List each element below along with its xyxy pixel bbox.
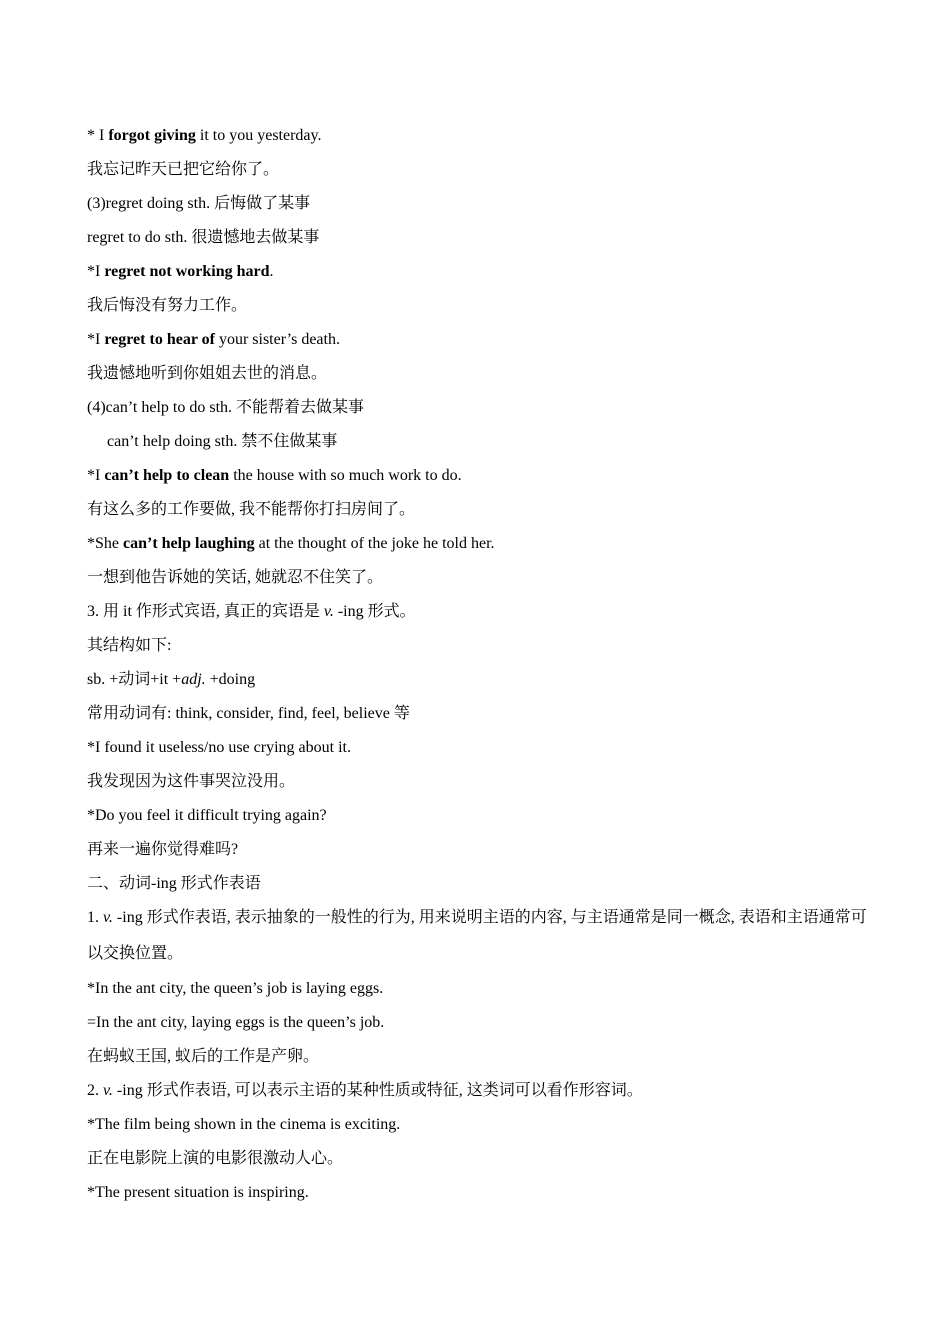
example-sentence: *The film being shown in the cinema is exciting. — [87, 1116, 401, 1133]
rule-line: 常用动词有: think, consider, find, feel, believe 等 — [87, 705, 410, 722]
rule-line: (4)can’t help to do sth. 不能帮着去做某事 — [87, 399, 365, 416]
example-sentence: =In the ant city, laying eggs is the queen’s job. — [87, 1014, 385, 1031]
document-body — [87, 124, 877, 1215]
example-sentence: *I can’t help to clean the house with so much work to do. — [87, 467, 462, 484]
translation-line: 一想到他告诉她的笑话, 她就忍不住笑了。 — [87, 569, 384, 586]
example-sentence: *I regret not working hard. — [87, 263, 274, 280]
rule-line: 其结构如下: — [87, 637, 172, 654]
rule-line: regret to do sth. 很遗憾地去做某事 — [87, 229, 320, 246]
section-point: 1. v. -ing 形式作表语, 表示抽象的一般性的行为, 用来说明主语的内容, 与主语通常是同一概念, 表语和主语通常可以交换位置。 — [87, 909, 867, 962]
translation-line: 我后悔没有努力工作。 — [87, 297, 248, 314]
rule-line: (3)regret doing sth. 后悔做了某事 — [87, 195, 311, 212]
example-sentence: *Do you feel it difficult trying again? — [87, 807, 327, 824]
section-point: 2. v. -ing 形式作表语, 可以表示主语的某种性质或特征, 这类词可以看作形容词。 — [87, 1082, 643, 1099]
example-sentence: *She can’t help laughing at the thought of the joke he told her. — [87, 535, 495, 552]
translation-line: 我忘记昨天已把它给你了。 — [87, 161, 280, 178]
example-sentence: *The present situation is inspiring. — [87, 1184, 309, 1201]
example-sentence: *I found it useless/no use crying about it. — [87, 739, 351, 756]
translation-line: 我遗憾地听到你姐姐去世的消息。 — [87, 365, 328, 382]
section-point: 3. 用 it 作形式宾语, 真正的宾语是 v. -ing 形式。 — [87, 603, 416, 620]
translation-line: 再来一遍你觉得难吗? — [87, 841, 239, 858]
translation-line: 我发现因为这件事哭泣没用。 — [87, 773, 296, 790]
rule-line: can’t help doing sth. 禁不住做某事 — [107, 433, 338, 450]
example-sentence: * I forgot giving it to you yesterday. — [87, 127, 322, 144]
translation-line: 有这么多的工作要做, 我不能帮你打扫房间了。 — [87, 501, 416, 518]
structure-formula: sb. +动词+it +adj. +doing — [87, 671, 256, 688]
example-sentence: *I regret to hear of your sister’s death. — [87, 331, 340, 348]
translation-line: 在蚂蚁王国, 蚁后的工作是产卵。 — [87, 1048, 320, 1065]
example-sentence: *In the ant city, the queen’s job is laying eggs. — [87, 980, 384, 997]
translation-line: 正在电影院上演的电影很激动人心。 — [87, 1150, 344, 1167]
section-heading: 二、动词-ing 形式作表语 — [87, 875, 261, 892]
